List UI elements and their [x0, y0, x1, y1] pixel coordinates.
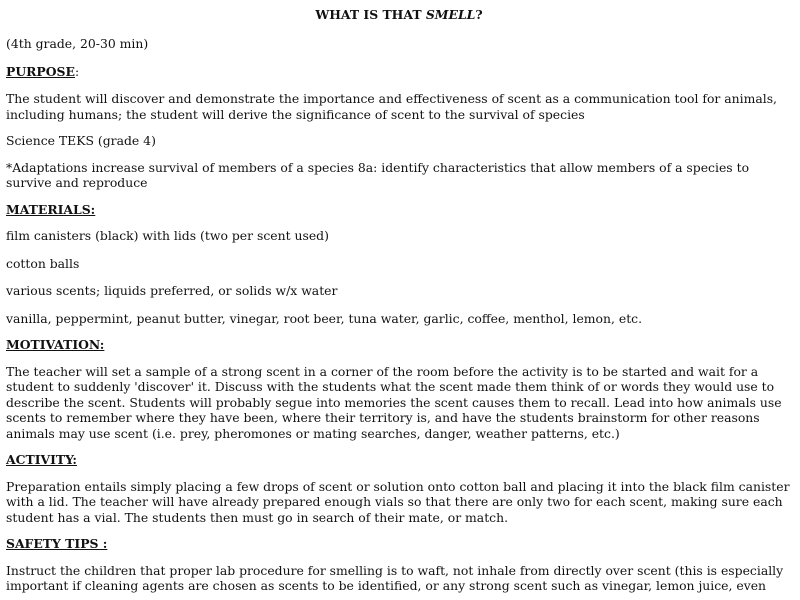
- document-page: [6, 0, 792, 594]
- title-suffix: ?: [475, 7, 483, 22]
- document-title: [6, 7, 792, 23]
- motivation-heading: MOTIVATION:: [6, 337, 105, 352]
- materials-item: cotton balls: [6, 255, 80, 271]
- materials-item: various scents; liquids preferred, or solids w/x water: [6, 283, 338, 298]
- materials-item: film canisters (black) with lids (two per scent used): [6, 228, 329, 243]
- adaptations-note: *Adaptations increase survival of members of a species 8a: identify characteristics that allow members of a species to survive and reproduce: [6, 159, 750, 190]
- materials-heading: MATERIALS:: [6, 201, 96, 217]
- title-prefix: WHAT IS THAT: [315, 7, 426, 22]
- materials-item: vanilla, peppermint, peanut butter, vinegar, root beer, tuna water, garlic, coffee, menthol, lemon, etc.: [6, 310, 643, 326]
- safety-heading: SAFETY TIPS :: [6, 536, 108, 551]
- title-emphasis: SMELL: [425, 7, 476, 22]
- safety-text: Instruct the children that proper lab procedure for smelling is to waft, not inhale from directly over scent (this is especially important if cleaning agents are chosen as scents to be identified, or any strong scent such as vinegar, lemon juice, even: [6, 562, 784, 593]
- motivation-text: The teacher will set a sample of a strong scent in a corner of the room before the activity is to be started and wait for a student to suddenly 'discover' it. Discuss with the students what the scent made them think of or words they would use to describe the scent. Students will probably segue into memories the scent causes them to recall. Lead into how animals use scents to remember where they have been, where their territory is, and have the students brainstorm for other reasons animals may use scent (i.e. prey, pheromones or mating searches, danger, weather patterns, etc.): [6, 363, 782, 441]
- purpose-heading-colon: :: [74, 63, 80, 79]
- teks-note: Science TEKS (grade 4): [6, 133, 156, 148]
- grade-note: (4th grade, 20-30 min): [6, 36, 149, 51]
- purpose-paragraph: The student will discover and demonstrate the importance and effectiveness of scent as a communication tool for animals, including humans; the student will derive the significance of scent to the survival of species: [6, 91, 777, 122]
- purpose-heading-line: [6, 64, 792, 80]
- activity-text: Preparation entails simply placing a few drops of scent or solution onto cotton ball and placing it into the black film canister with a lid. The teacher will have already prepared enough vials so that there are only two for each scent, making sure each student has a vial. The students then must go in search of their mate, or match.: [6, 478, 790, 525]
- activity-heading: ACTIVITY:: [6, 452, 78, 467]
- purpose-heading: PURPOSE: [6, 63, 75, 79]
